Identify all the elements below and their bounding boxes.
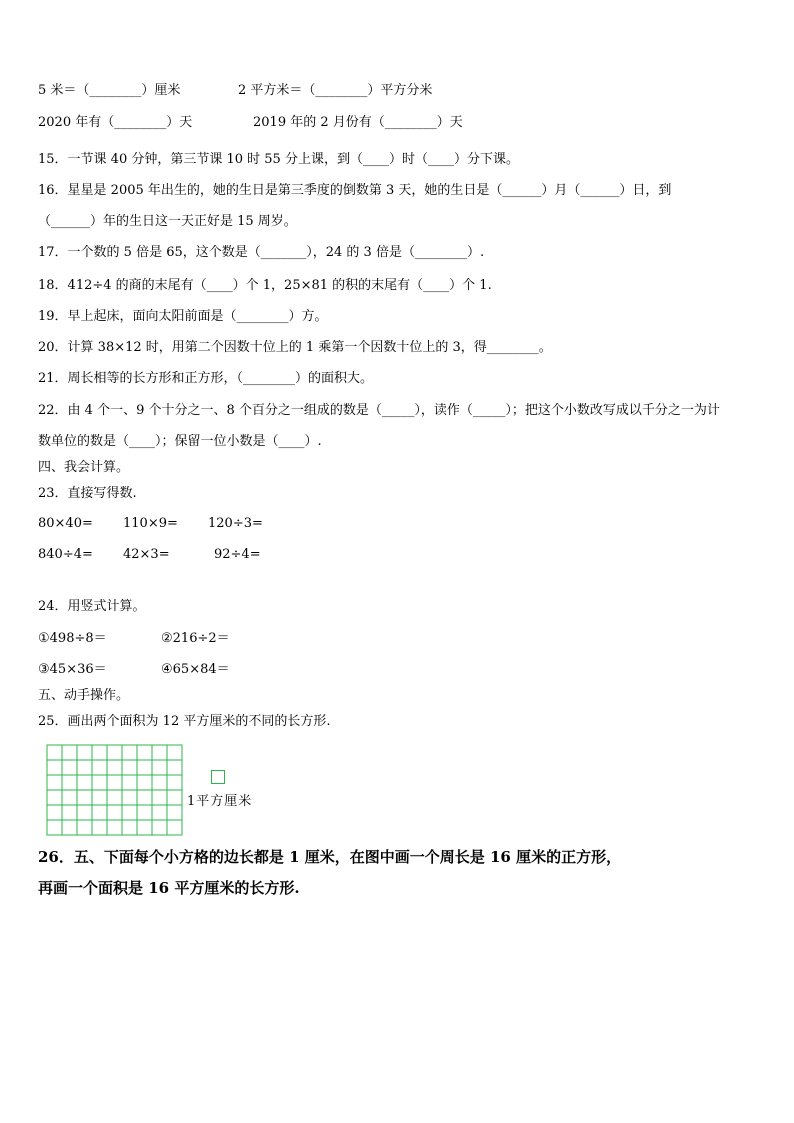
square-grid [46,744,183,840]
days-in-2020: 2020 年有（________）天 [38,115,193,130]
question-25: 25．画出两个面积为 12 平方厘米的不同的长方形. [38,714,331,729]
grid-cell [137,820,152,835]
grid-cell [77,820,92,835]
calc-1a: 80×40= [38,516,93,531]
grid-cell [122,745,137,760]
grid-cell [167,745,182,760]
calc-1b: 110×9= [123,516,178,531]
grid-cell [62,745,77,760]
grid-cell [122,820,137,835]
vertical-calc-1: ①498÷8＝ [38,631,107,646]
grid-cell [152,775,167,790]
question-26-line1: 26．五、下面每个小方格的边长都是 1 厘米，在图中画一个周长是 16 厘米的正方形， [38,848,622,866]
grid-cell [47,745,62,760]
grid-cell [77,790,92,805]
grid-cell [167,820,182,835]
section-5-heading: 五、动手操作。 [38,688,130,703]
grid-cell [122,790,137,805]
grid-cell [47,760,62,775]
calc-2c: 92÷4= [214,547,261,562]
grid-cell [152,805,167,820]
grid-cell [62,820,77,835]
question-26-line2: 再画一个面积是 16 平方厘米的长方形. [38,879,300,897]
question-15: 15．一节课 40 分钟，第三节课 10 时 55 分上课，到（____）时（____）分下课。 [38,152,519,167]
grid-cell [62,805,77,820]
question-16-line1: 16．星星是 2005 年出生的，她的生日是第三季度的倒数第 3 天，她的生日是（______）月（______）日，到 [38,183,672,198]
calc-2b: 42×3= [123,547,170,562]
grid-cell [107,760,122,775]
conversion-meters-cm: 5 米＝（________）厘米 [38,83,181,98]
question-21: 21．周长相等的长方形和正方形，（________）的面积大。 [38,371,374,386]
vertical-calc-4: ④65×84＝ [161,662,230,677]
grid-cell [77,760,92,775]
grid-cell [62,760,77,775]
conversion-sqm-sqdm: 2 平方米＝（________）平方分米 [238,83,433,98]
grid-cell [92,745,107,760]
question-24: 24．用竖式计算。 [38,599,146,614]
grid-cell [137,790,152,805]
question-19: 19．早上起床，面向太阳前面是（________）方。 [38,309,328,324]
grid-cell [107,775,122,790]
grid-cell [92,805,107,820]
vertical-calc-3: ③45×36＝ [38,662,107,677]
grid-cell [92,820,107,835]
question-22-line1: 22．由 4 个一、9 个十分之一、8 个百分之一组成的数是（_____），读作（_____）；把这个小数改写成以千分之一为计 [38,403,720,418]
grid-cell [122,775,137,790]
grid-cell [107,790,122,805]
question-16-line2: （______）年的生日这一天正好是 15 周岁。 [38,214,297,229]
grid-cell [77,745,92,760]
unit-square [211,770,225,784]
grid-cell [77,805,92,820]
question-22-line2: 数单位的数是（____）；保留一位小数是（____）. [38,434,322,449]
grid-cell [62,775,77,790]
grid-cell [167,775,182,790]
grid-cell [152,760,167,775]
grid-cell [107,805,122,820]
grid-svg [46,744,183,836]
grid-cell [152,820,167,835]
grid-cell [167,805,182,820]
grid-cell [62,790,77,805]
grid-cell [77,775,92,790]
grid-cell [107,820,122,835]
grid-cell [137,805,152,820]
question-17: 17．一个数的 5 倍是 65，这个数是（_______），24 的 3 倍是（________）. [38,245,485,260]
grid-cell [167,790,182,805]
section-4-heading: 四、我会计算。 [38,460,130,475]
unit-square-label: 1平方厘米 [187,794,253,809]
grid-cell [122,760,137,775]
question-23: 23．直接写得数. [38,486,137,501]
calc-1c: 120÷3= [208,516,263,531]
grid-cell [137,745,152,760]
grid-cell [167,760,182,775]
grid-cell [47,775,62,790]
days-in-feb-2019: 2019 年的 2 月份有（________）天 [253,115,463,130]
grid-cell [122,805,137,820]
grid-cell [107,745,122,760]
grid-cell [92,790,107,805]
question-20: 20．计算 38×12 时，用第二个因数十位上的 1 乘第一个因数十位上的 3，得________。 [38,340,552,355]
grid-cell [92,760,107,775]
grid-cell [47,805,62,820]
question-18: 18．412÷4 的商的末尾有（____）个 1，25×81 的积的末尾有（____）个 1. [38,278,492,293]
grid-cell [137,775,152,790]
grid-cell [47,820,62,835]
calc-2a: 840÷4= [38,547,93,562]
grid-cell [92,775,107,790]
grid-cell [152,790,167,805]
vertical-calc-2: ②216÷2＝ [161,631,230,646]
grid-cell [152,745,167,760]
grid-cell [47,790,62,805]
grid-cell [137,760,152,775]
